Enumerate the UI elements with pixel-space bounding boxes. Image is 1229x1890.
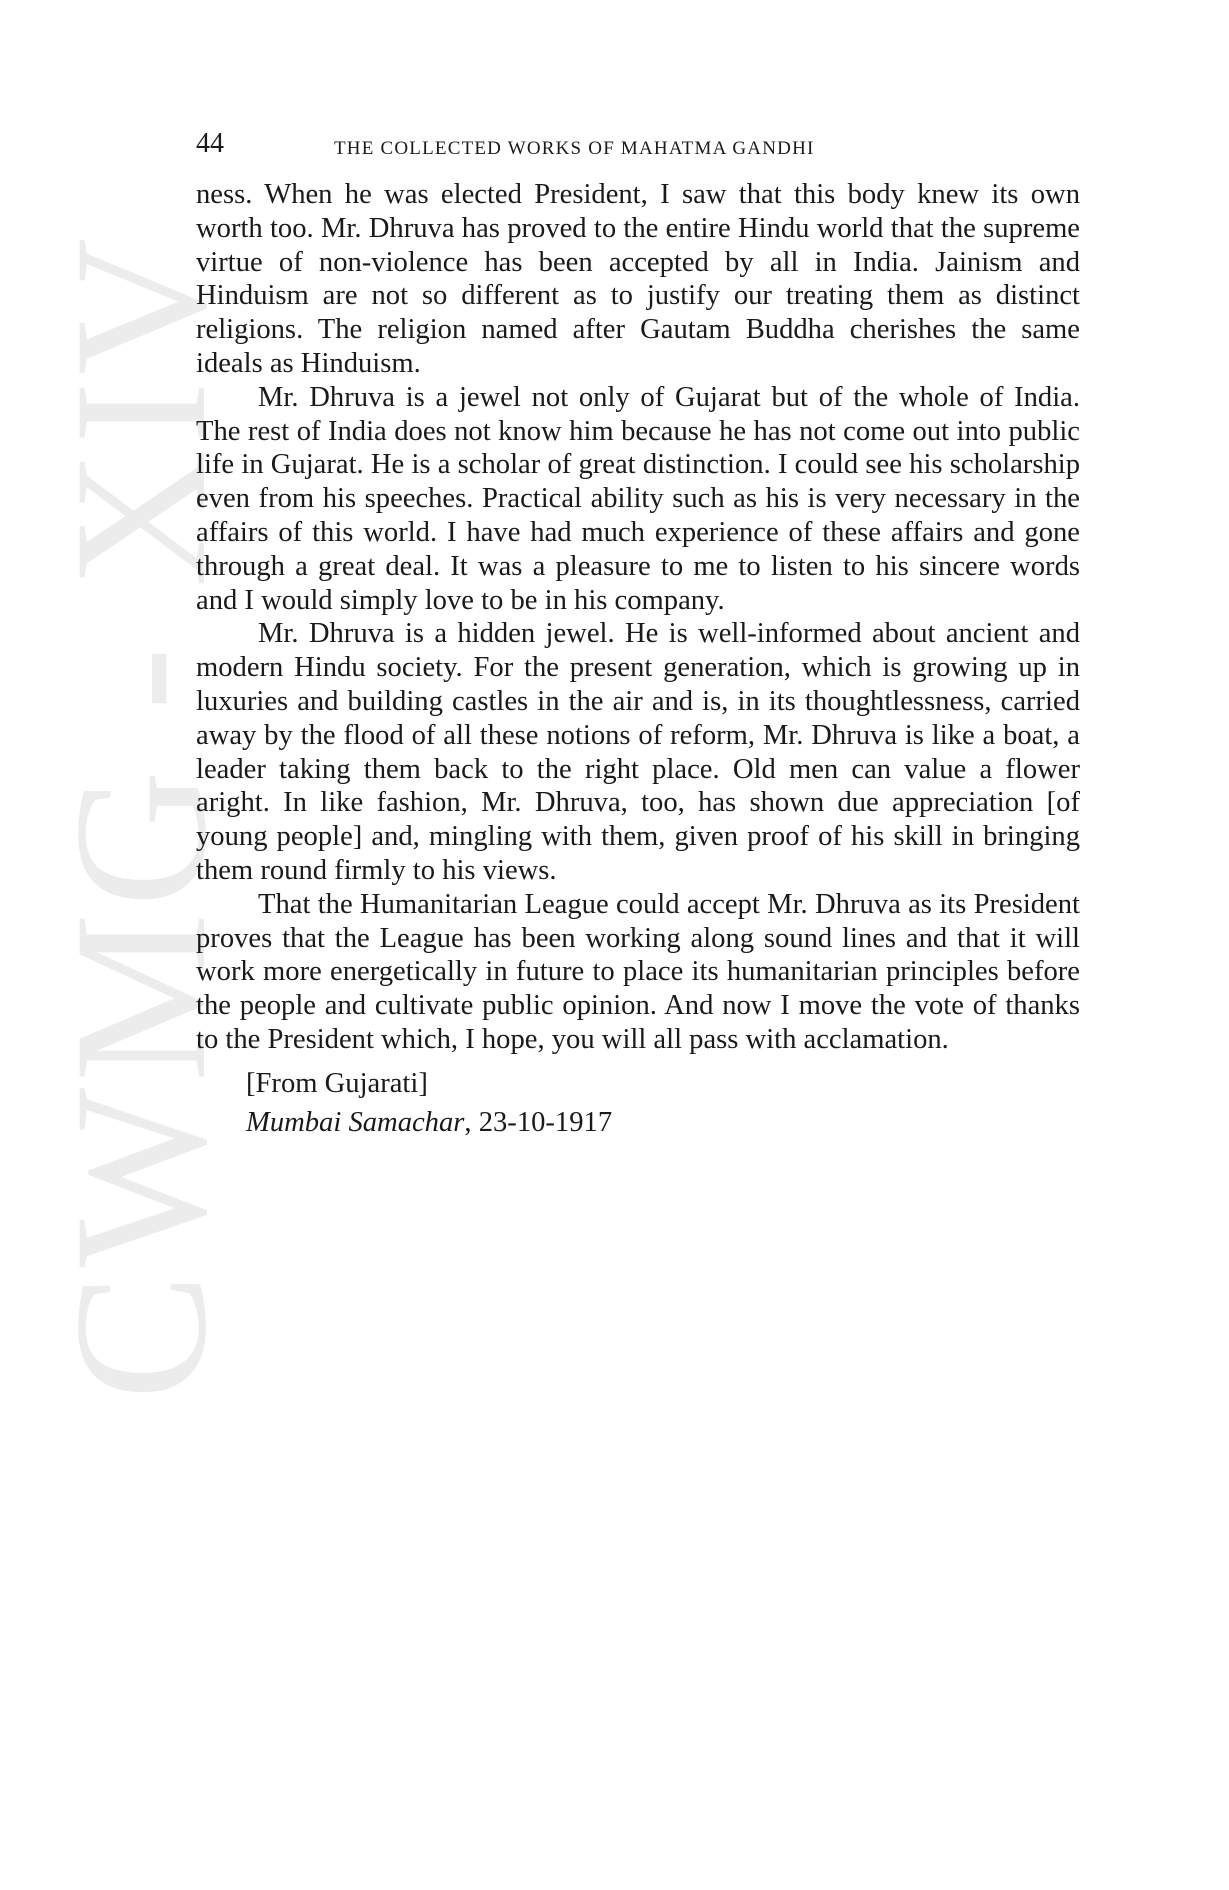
paragraph: That the Humanitarian League could accept Mr. Dhruva as its President proves that the League has been working along sound lines and that it will work more energetically in future to place its humanitarian principles before the people and cultivate public opinion. And now I move the vote of thanks to the President which, I hope, you will all pass with acclamation. (196, 888, 1080, 1055)
page-number: 44 (196, 128, 224, 159)
citation-date: 23-10-1917 (478, 1106, 613, 1138)
paragraph: ness. When he was elected President, I saw that this body knew its own worth too. Mr. Dhruva has proved to the entire Hindu world that the supreme virtue of non-violence has been accepted by all in India. Jainism and Hinduism are not so different as to justify our treating them as distinct religions. The religion named after Gautam Buddha cherishes the same ideals as Hinduism. (196, 179, 1080, 379)
watermark: CWMG - XIV (36, 231, 246, 1400)
citation-separator: , (464, 1106, 479, 1138)
citation-publication: Mumbai Samachar (246, 1106, 465, 1138)
source-note: [From Gujarati] (246, 1067, 428, 1099)
running-head-title: THE COLLECTED WORKS OF MAHATMA GANDHI (334, 138, 815, 159)
paragraph: Mr. Dhruva is a jewel not only of Gujarat but of the whole of India. The rest of India does not know him because he has not come out into public life in Gujarat. He is a scholar of great distinction. I could see his scholarship even from his speeches. Practical ability such as his is very necessary in the affairs of this world. I have had much experience of these affairs and gone through a great deal. It was a pleasure to me to listen to his sincere words and I would simply love to be in his company. (196, 381, 1080, 616)
document-page (196, 128, 1080, 1141)
citation (196, 1105, 1080, 1141)
body-text (196, 178, 1080, 1057)
running-head (196, 128, 1080, 168)
paragraph: Mr. Dhruva is a hidden jewel. He is well-informed about ancient and modern Hindu society. For the present generation, which is growing up in luxuries and building castles in the air and is, in its thoughtlessness, carried away by the flood of all these notions of reform, Mr. Dhruva is like a boat, a leader taking them back to the right place. Old men can value a flower aright. In like fashion, Mr. Dhruva, too, has shown due appreciation [of young people] and, mingling with them, given proof of his skill in bringing them round firmly to his views. (196, 618, 1080, 886)
